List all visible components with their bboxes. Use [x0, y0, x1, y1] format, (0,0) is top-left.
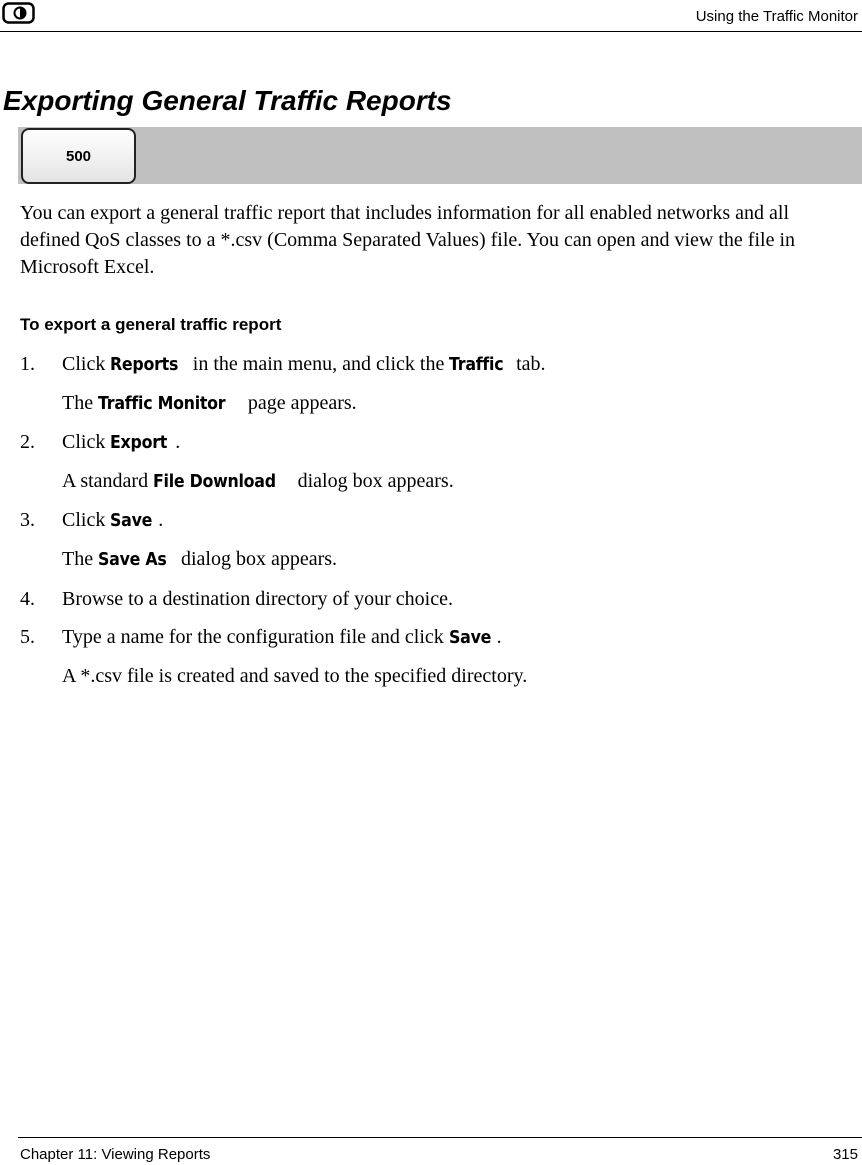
step-text: Click — [62, 353, 111, 375]
step-5-result — [62, 665, 527, 688]
step-text: . — [496, 626, 502, 648]
step-3-result — [62, 548, 337, 571]
brand-logo-icon — [2, 2, 35, 24]
header-title: Using the Traffic Monitor — [695, 8, 858, 25]
ui-term: Export — [110, 432, 168, 453]
step-4 — [20, 588, 453, 611]
step-text: Type a name for the configuration file and click — [62, 626, 449, 648]
step-1 — [20, 353, 546, 376]
step-2 — [20, 431, 180, 454]
step-text: Click — [62, 509, 111, 531]
ui-term: Traffic — [449, 354, 504, 375]
step-5 — [20, 626, 502, 649]
step-text: Click — [62, 431, 111, 453]
step-1-result — [62, 392, 357, 415]
ui-term: File Download — [153, 471, 276, 492]
step-3 — [20, 509, 163, 532]
result-text: A *.csv file is created and saved to the specified directory. — [62, 665, 528, 687]
step-number: 2. — [20, 431, 35, 453]
procedure-title: To export a general traffic report — [20, 315, 282, 334]
page-title: Exporting General Traffic Reports — [3, 85, 452, 116]
step-text: Browse to a destination directory of your choice. — [62, 588, 453, 610]
ui-term: Save — [110, 510, 153, 531]
ui-term: Save — [448, 627, 491, 648]
step-number: 5. — [20, 626, 35, 648]
step-text: . — [158, 509, 164, 531]
step-text: . — [175, 431, 181, 453]
result-text: dialog box appears. — [292, 470, 454, 492]
result-text: A standard — [62, 470, 154, 492]
footer-page-number: 315 — [832, 1146, 858, 1163]
product-badge: 500 — [21, 128, 136, 184]
step-number: 4. — [20, 588, 35, 610]
header-rule — [0, 31, 862, 32]
result-text: page appears. — [242, 392, 357, 414]
result-text: The — [62, 548, 99, 570]
result-text: The — [62, 392, 99, 414]
result-text: dialog box appears. — [175, 548, 338, 570]
ui-term: Save As — [98, 549, 167, 570]
ui-term: Traffic Monitor — [98, 393, 226, 414]
footer-chapter: Chapter 11: Viewing Reports — [20, 1146, 211, 1163]
product-bar — [18, 127, 862, 184]
intro-paragraph: You can export a general traffic report that includes information for all enabled networks and all defined QoS classes to a *.csv (Comma Separated Values) file. You can open and view the file in Microsoft Excel. — [20, 202, 795, 278]
ui-term: Reports — [110, 354, 179, 375]
step-text: tab. — [511, 353, 546, 375]
step-2-result — [62, 470, 454, 493]
footer-rule — [18, 1137, 862, 1138]
step-number: 3. — [20, 509, 35, 531]
step-number: 1. — [20, 353, 35, 375]
header-logo — [2, 2, 35, 24]
step-text: in the main menu, and click the — [187, 353, 450, 375]
